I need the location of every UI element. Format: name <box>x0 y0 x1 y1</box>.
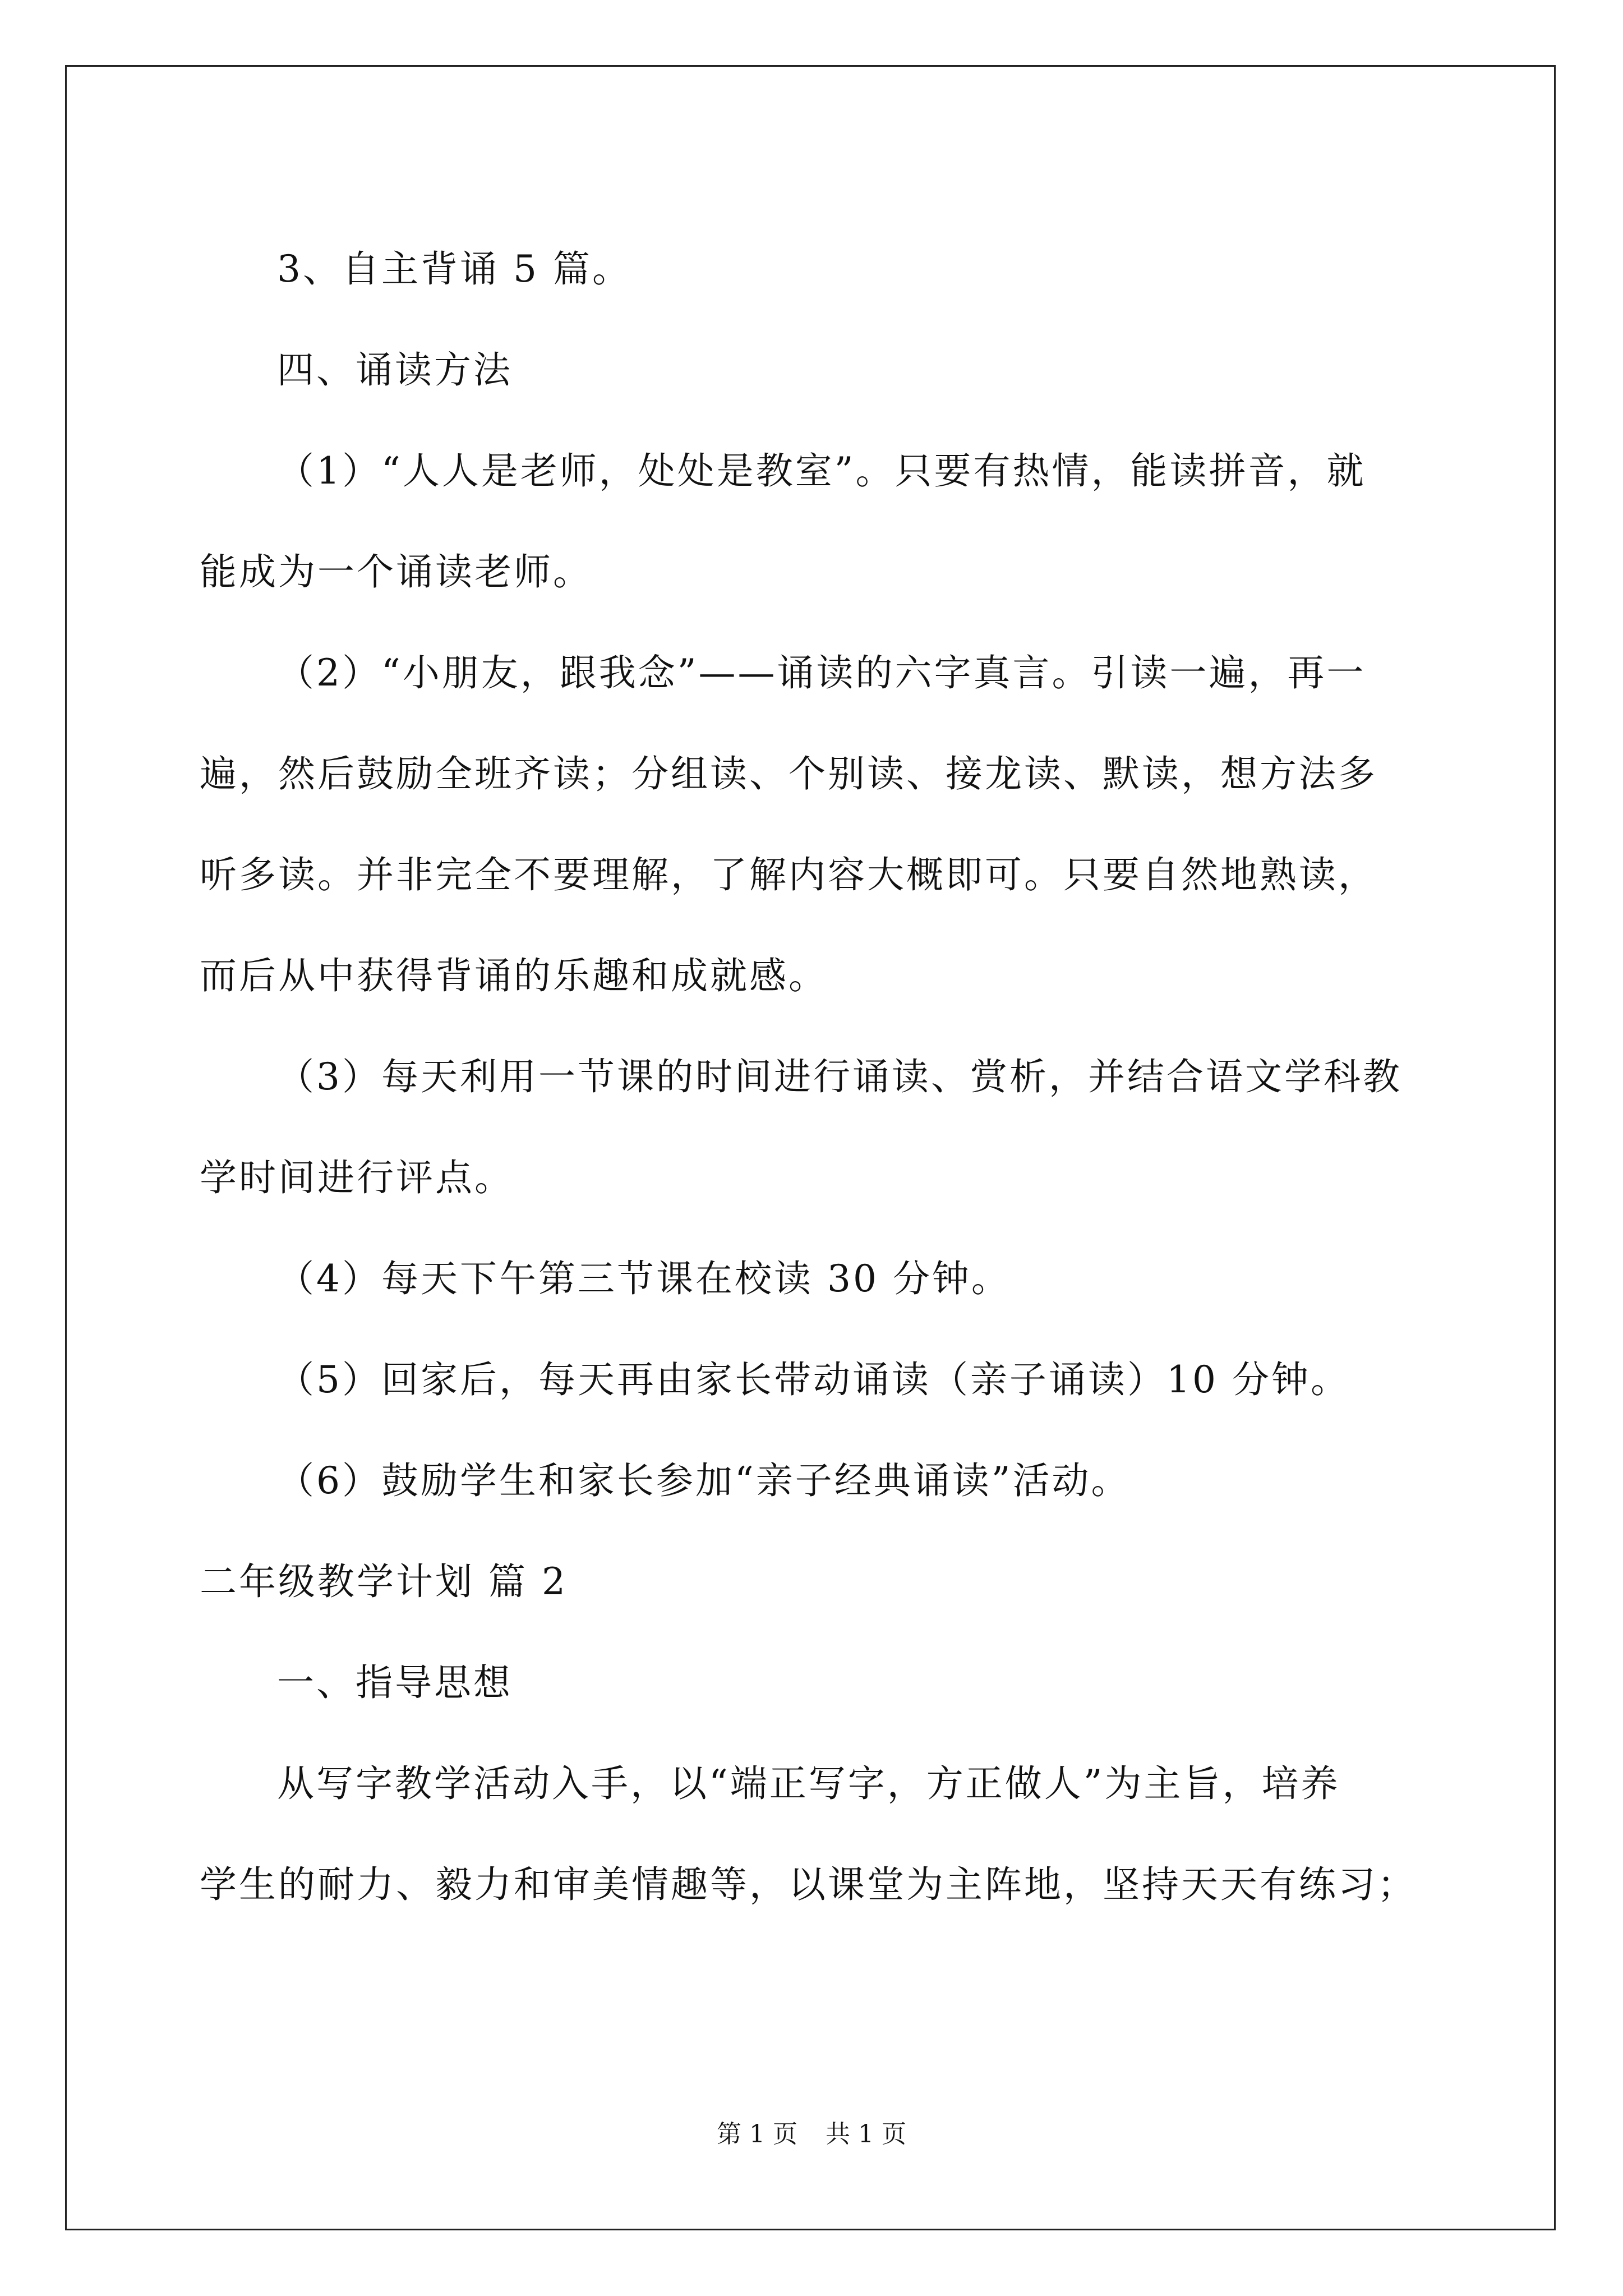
paragraph-line: （6）鼓励学生和家长参加“亲子经典诵读”活动。 <box>277 1459 1131 1502</box>
paragraph-line: 能成为一个诵读老师。 <box>200 550 592 593</box>
article-title: 二年级教学计划 篇 2 <box>200 1560 568 1603</box>
list-item-recite-count: 3、自主背诵 5 篇。 <box>277 247 631 291</box>
paragraph-line: 学生的耐力、毅力和审美情趣等，以课堂为主阵地，坚持天天有练习； <box>200 1863 1417 1906</box>
paragraph-line: 遍，然后鼓励全班齐读；分组读、个别读、接龙读、默读，想方法多 <box>200 752 1377 795</box>
paragraph-line: （1）“人人是老师，处处是教室”。只要有热情，能读拼音，就 <box>277 449 1366 493</box>
page-number: 第 1 页 <box>717 2120 797 2148</box>
paragraph-line: （2）“小朋友，跟我念”——诵读的六字真言。引读一遍，再一 <box>277 651 1366 694</box>
paragraph-line: （4）每天下午第三节课在校读 30 分钟。 <box>277 1257 1011 1300</box>
section-heading-reading-methods: 四、诵读方法 <box>277 348 513 392</box>
paragraph-line: 学时间进行评点。 <box>200 1156 514 1199</box>
paragraph-line: 从写字教学活动入手，以“端正写字，方正做人”为主旨，培养 <box>277 1762 1340 1805</box>
paragraph-line: （5）回家后，每天再由家长带动诵读（亲子诵读）10 分钟。 <box>277 1358 1350 1401</box>
page-total: 共 1 页 <box>826 2120 906 2148</box>
paragraph-line: 而后从中获得背诵的乐趣和成就感。 <box>200 954 828 997</box>
page-footer <box>0 2118 1623 2151</box>
document-body <box>200 219 1439 1935</box>
paragraph-line: 听多读。并非完全不要理解，了解内容大概即可。只要自然地熟读， <box>200 853 1377 896</box>
section-heading-guiding-ideology: 一、指导思想 <box>277 1661 513 1704</box>
paragraph-line: （3）每天利用一节课的时间进行诵读、赏析，并结合语文学科教 <box>277 1055 1402 1098</box>
